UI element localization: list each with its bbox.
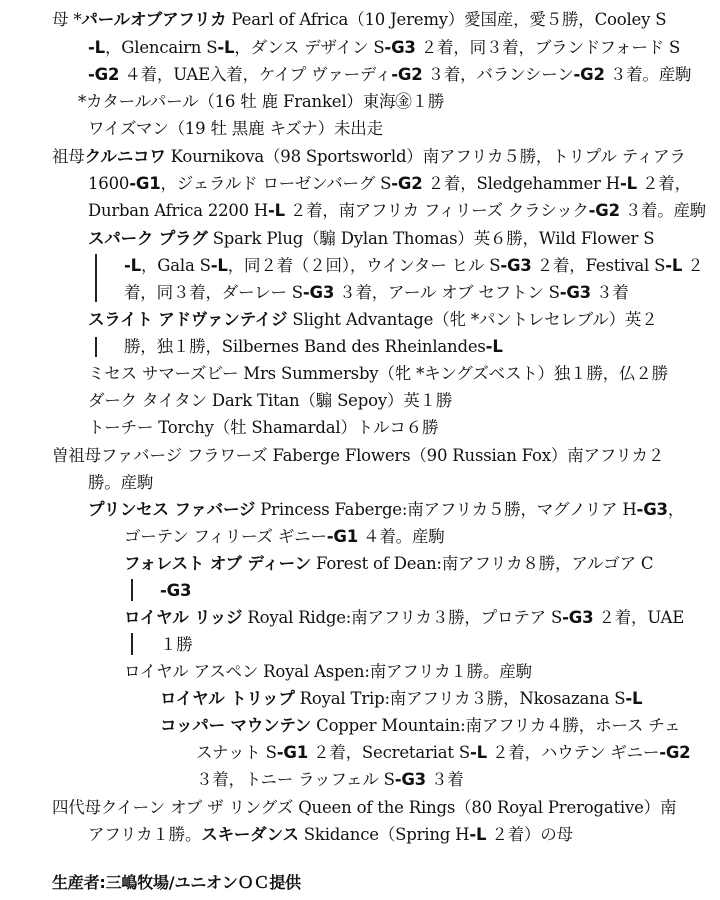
granddam-line-2: 1600-G1，ジェラルド ローゼンバーグ S-G2 ２着，Sledgehammer H-L ２着， [88,174,691,193]
copper-mountain-line-1: コッパー マウンテン Copper Mountain:南アフリカ４勝，ホース チェ [160,716,681,735]
copper-mountain-line-2: スナット S-G1 ２着，Secretariat S-L ２着，ハウテン ギニー-G2 [196,743,691,762]
third-dam-line-2: 勝。産駒 [88,473,154,492]
royal-trip-line-1: ロイヤル トリップ Royal Trip:南アフリカ３勝，Nkosazana S-L [160,689,643,708]
spark-plug-line-3: 着，同３着，ダーレー S-G3 ３着，アール オブ セフトン S-G3 ３着 [124,283,629,302]
granddam-name: クルニコワ [84,147,166,166]
pedigree-branch-line [131,579,133,601]
fourth-dam-line-2: アフリカ１勝。スキーダンス Skidance（Spring H-L ２着）の母 [88,825,573,844]
dam-produce-2: ワイズマン（19 牡 黒鹿 キズナ）未出走 [88,119,383,138]
fourth-dam-line-1: 四代母クイーン オブ ザ リングズ Queen of the Rings（80 Royal Prerogative）南 [52,798,677,817]
spark-plug-line-2: -L，Gala S-L，同２着（２回），ウインター ヒル S-G3 ２着，Festival S-L ２ [124,256,704,275]
dam-name: パールオブアフリカ [81,10,227,29]
royal-ridge-line-2: １勝 [160,635,193,654]
credit-line: 生産者:三嶋牧場/ユニオンＯＣ提供 [52,873,301,892]
forest-of-dean-line-2: -G3 [160,581,192,600]
granddam-produce-5: トーチー Torchy（牡 Shamardal）トルコ６勝 [88,418,439,437]
princess-faberge-line-1: プリンセス ファバージ Princess Faberge:南アフリカ５勝，マグノリア H-G3， [88,500,685,519]
granddam-produce-4: ダーク タイタン Dark Titan（騸 Sepoy）英１勝 [88,391,453,410]
granddam-line-1: 祖母クルニコワ Kournikova（98 Sportsworld）南アフリカ５勝，トリプル ティアラ [52,147,686,166]
royal-ridge-line-1: ロイヤル リッジ Royal Ridge:南アフリカ３勝，プロテア S-G3 ２着，UAE [124,608,685,627]
pedigree-branch-line [95,337,97,357]
copper-mountain-line-3: ３着，トニー ラッフェル S-G3 ３着 [196,770,464,789]
forest-of-dean-line-1: フォレスト オブ ディーン Forest of Dean:南アフリカ８勝，アルゴア C [124,554,654,573]
dam-line-2: -L，Glencairn S-L，ダンス デザイン S-G3 ２着，同３着，ブランドフォード S [88,38,681,57]
slight-advantage-line-2: 勝，独１勝，Silbernes Band des Rheinlandes-L [124,337,503,356]
pedigree-branch-line [131,633,133,655]
slight-advantage-line-1: スライト アドヴァンテイジ Slight Advantage（牝 *パントレセレブル）英２ [88,310,658,329]
spark-plug-line-1: スパーク プラグ Spark Plug（騸 Dylan Thomas）英６勝，Wild Flower S [88,229,655,248]
dam-produce-1: *カタールパール（16 牡 鹿 Frankel）東海㊎１勝 [78,92,445,111]
dam-line-1: 母 *パールオブアフリカ Pearl of Africa（10 Jeremy）愛国産，愛５勝，Cooley S [52,10,667,29]
pedigree-branch-line [95,254,97,302]
princess-faberge-line-2: ゴーテン フィリーズ ギニー-G1 ４着。産駒 [124,527,445,546]
third-dam-line-1: 曽祖母ファバージ フラワーズ Faberge Flowers（90 Russian Fox）南アフリカ２ [52,446,665,465]
royal-aspen-line-1: ロイヤル アスペン Royal Aspen:南アフリカ１勝。産駒 [124,662,532,681]
granddam-produce-3: ミセス サマーズビー Mrs Summersby（牝 *キングズベスト）独１勝，仏２勝 [88,364,668,383]
dam-line-3: -G2 ４着，UAE入着，ケイプ ヴァーディ-G2 ３着，バランシーン-G2 ３着。産駒 [88,65,692,84]
granddam-line-3: Durban Africa 2200 H-L ２着，南アフリカ フィリーズ クラシック-G2 ３着。産駒 [88,201,706,220]
